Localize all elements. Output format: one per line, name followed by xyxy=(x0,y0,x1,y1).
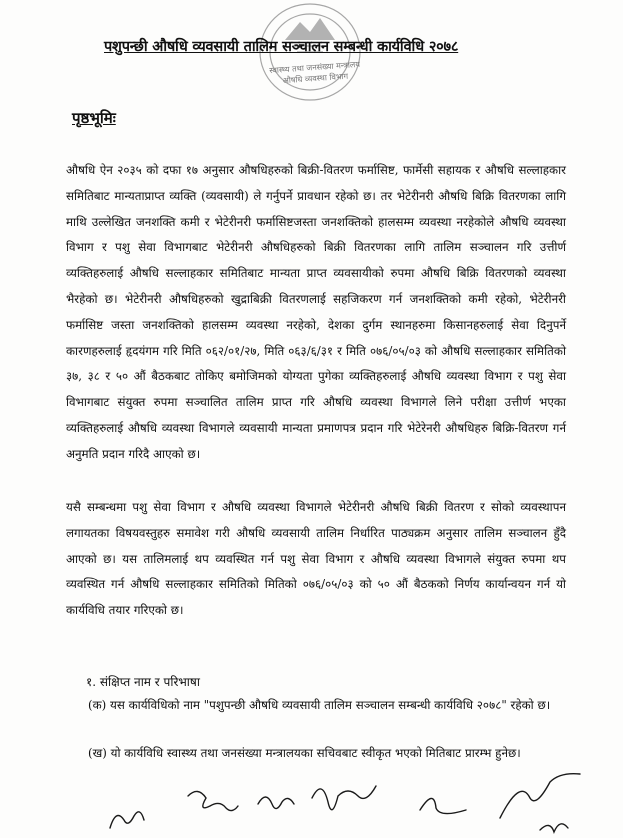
signatures xyxy=(0,758,623,838)
signature-6 xyxy=(500,774,580,818)
stamp-line-1: स्वास्थ्य तथा जनसंख्या मन्त्रालय xyxy=(269,59,361,76)
signature-2 xyxy=(188,791,238,810)
paragraph-purpose: यसै सम्बन्धमा पशु सेवा विभाग र औषधि व्यवस्था विभागले भेटेरीनरी औषधि बिक्री वितरण र सोको व्यवस्थापन लगायतका विषयवस्तुहरु समावेश गरी औषधि व्यवसायी तालिम निर्धारित पाठ्यक्रम अनुसार तालिम सञ्चालन हुँदै आएको छ। यस तालिमलाई थप व्यवस्थित गर्न पशु सेवा विभाग र औषधि व्यवस्था विभागले संयुक्त रुपमा थप व्यवस्थित गर्न औषधि सल्लाहकार समितिको मितिको ०७६/०५/०३ को ५० औं बैठकको निर्णय कार्यान्वयन गर्न यो कार्यविधि तयार गरिएको छ। xyxy=(66,500,566,618)
stamp-line-2: औषधि व्यवस्था विभाग xyxy=(282,71,349,86)
signature-1 xyxy=(110,812,144,828)
paragraph-background: औषधि ऐन २०३५ को दफा १७ अनुसार औषधिहरुको बिक्री-वितरण फर्मासिष्ट, फार्मेसी सहायक र औषधि सल्लाहकार समितिबाट मान्यताप्राप्त व्यक्ति (व्यवसायी) ले गर्नुपर्ने प्रावधान रहेको छ। तर भेटेरीनरी औषधि बिक्रि वितरणका लागि माथि उल्लेखित जनशक्ति कमी र भेटेरीनरी फर्मासिष्टजस्ता जनशक्तिको हालसम्म व्यवस्था नरहेकोले औषधि व्यवस्था विभाग र पशु सेवा विभागबाट भेटेरीनरी औषधिहरुको बिक्री वितरणका लागि तालिम सञ्चालन गरि उत्तीर्ण व्यक्तिहरुलाई औषधि सल्लाहकार समितिबाट मान्यता प्राप्त व्यवसायीको रुपमा औषधि बिक्रि वितरणको व्यवस्था भैरहेको छ। भेटेरीनरी औषधिहरुको खुद्राबिक्री वितरणलाई सहजिकरण गर्न जनशक्तिको कमी रहेको, भेटेरीनरी फर्मासिष्ट जस्ता जनशक्तिको हालसम्म व्यवस्था नरहेको, देशका दुर्गम स्थानहरुमा किसानहरुलाई सेवा दिनुपर्ने कारणहरुलाई हृदयंगम गरि मिति ०६२/०१/२७, मिति ०६३/६/३१ र मिति ०७६/०५/०३ को औषधि सल्लाहकार समितिको ३७, ३८ र ५० औं बैठकबाट तोकिए बमोजिमको योग्यता पुगेका व्यक्तिहरुलाई औषधि व्यवस्था विभाग र पशु सेवा विभागबाट संयुक्त रुपमा सञ्चालित तालिम प्राप्त गरि औषधि व्यवस्था विभागले लिने परीक्षा उत्तीर्ण भएका व्यक्तिहरुलाई औषधि व्यवस्था विभागले व्यवसायी मान्यता प्रमाणपत्र प्रदान गरि भेटेरेनरी औषधिहरु बिक्रि-वितरण गर्न अनुमति प्रदान गरिदै आएको छ। xyxy=(66,163,566,461)
signature-7 xyxy=(540,824,568,832)
signature-5 xyxy=(420,798,466,813)
background-heading: पृष्ठभूमिः xyxy=(72,109,116,127)
section-1-item-kha: (ख) यो कार्यविधि स्वास्थ्य तथा जनसंख्या मन्त्रालयका सचिवबाट स्वीकृत भएको मितिबाट प्रारम्भ हुनेछ। xyxy=(88,746,521,760)
section-1-item-ka: (क) यस कार्यविधिको नाम "पशुपन्छी औषधि व्यवसायी तालिम सञ्चालन सम्बन्धी कार्यविधि २०७८" रहेको छ। xyxy=(88,698,551,712)
document-title: पशुपन्छी औषधि व्यवसायी तालिम सञ्चालन सम्बन्धी कार्यविधि २०७८ xyxy=(104,38,459,55)
signature-3 xyxy=(258,797,294,809)
signature-4 xyxy=(312,786,376,810)
section-1-heading: १. संक्षिप्त नाम र परिभाषा xyxy=(86,675,200,689)
